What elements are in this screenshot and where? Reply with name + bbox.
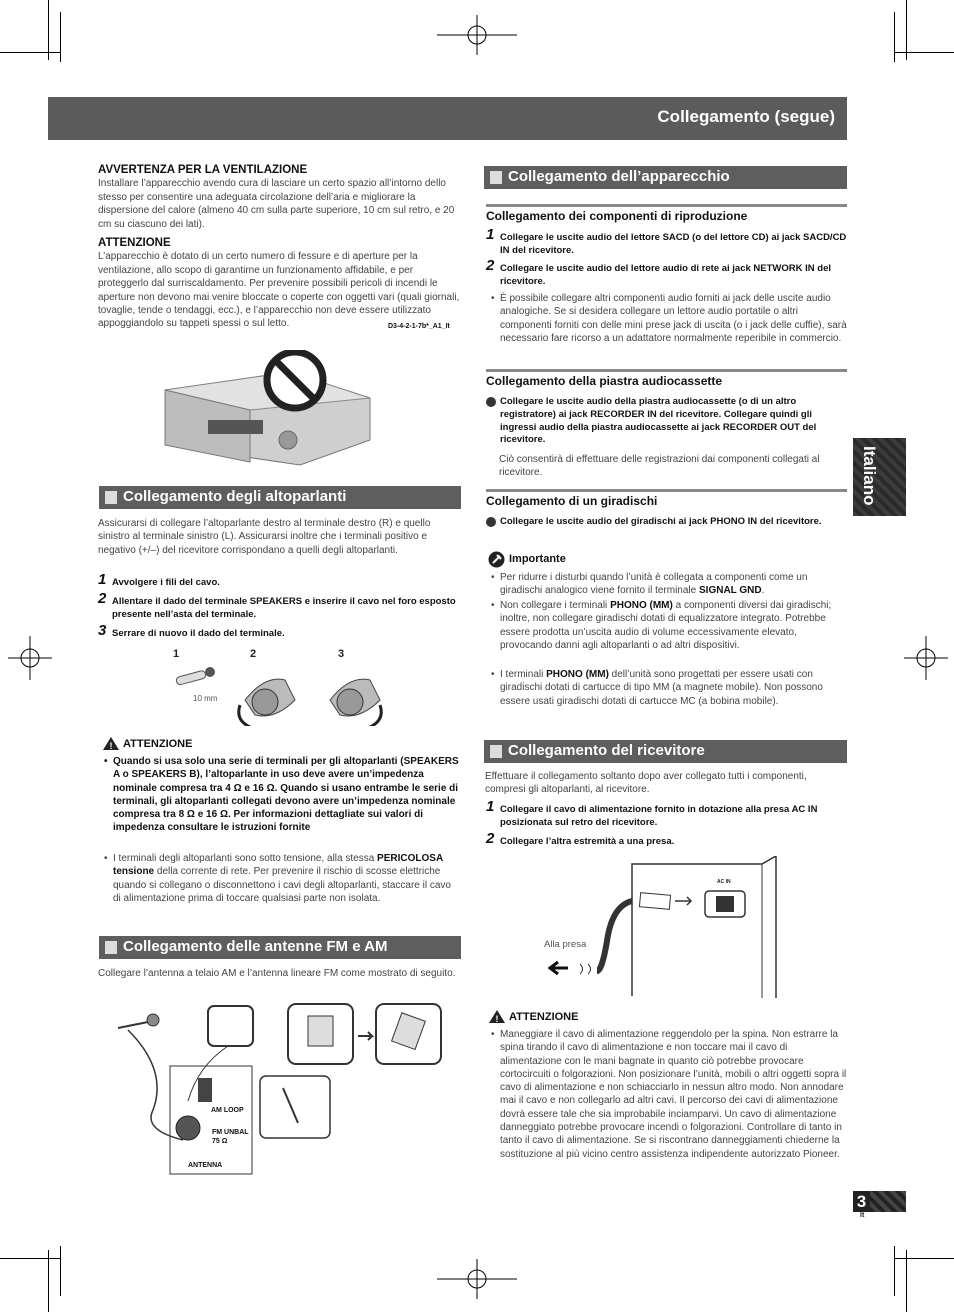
speakers-attention-title: ATTENZIONE [123, 738, 193, 750]
svg-text:!: ! [495, 1014, 499, 1024]
alla-presa-label: Alla presa [544, 939, 587, 950]
section-device [484, 166, 847, 189]
warning-icon [488, 1009, 506, 1024]
crop-mark [894, 1246, 895, 1296]
step-text: Allentare il dado del terminale SPEAKERS e inserire il cavo nel foro esposto presente nell’asta del terminale. [112, 596, 456, 620]
receiver-intro: Effettuare il collegamento soltanto dopo aver collegato tutti i componenti, compresi gli altoparlanti, al ricevitore. [485, 771, 807, 796]
crop-mark [0, 52, 60, 53]
section-speakers [99, 486, 461, 509]
step-text: Collegare le uscite audio del lettore audio di rete ai jack NETWORK IN del ricevitore. [500, 263, 831, 287]
sub-playback: Collegamento dei componenti di riproduzione [486, 204, 847, 223]
section-speakers-title: Collegamento degli altoparlanti [123, 488, 347, 505]
antenna-figure [108, 998, 458, 1176]
speaker-terminal-figure [170, 660, 390, 726]
step-number: 1 [486, 226, 495, 243]
text: Non collegare i terminali [500, 600, 611, 611]
speakers-step-3 [98, 622, 460, 641]
speakers-attention-bullet-2 [99, 852, 461, 905]
important-bullet-3 [486, 668, 847, 708]
receiver-step-1 [486, 798, 847, 830]
speakers-step-1 [98, 571, 460, 590]
language-tab-label: Italiano [860, 446, 879, 506]
fig-label-3: 3 [338, 648, 345, 660]
text: I terminali degli altoparlanti sono sotto tensione, alla stessa [113, 853, 378, 864]
cassette-note: Ciò consentirà di effettuare delle registrazioni dai componenti collegati al ricevitore. [499, 454, 820, 479]
important-title: Importante [509, 553, 566, 565]
section-marker [490, 745, 502, 758]
crop-mark [60, 12, 61, 62]
page-lang: It [860, 1212, 865, 1219]
step-text: Serrare di nuovo il dado del terminale. [112, 628, 285, 639]
section-receiver [484, 740, 847, 763]
ventilation-attention-title: ATTENZIONE [98, 237, 171, 250]
sub-turntable: Collegamento di un giradischi [486, 489, 847, 508]
important-icon [488, 551, 505, 568]
fig-label-1: 1 [173, 648, 180, 660]
registration-mark [437, 1259, 517, 1299]
antenna-label-am: AM LOOP [211, 1107, 244, 1114]
warning-icon [102, 736, 120, 751]
ventilation-text: Installare l’apparecchio avendo cura di lasciare un certo spazio all’intorno dello stesso per consentire una adeguata circolazione dell’aria e migliorare la dispersione del calore (almeno 40 cm sulla parte superiore, 10 cm sul retro, e 20 cm su ciascuno dei lati). [98, 178, 455, 230]
svg-text:!: ! [109, 741, 113, 751]
text: I terminali [500, 669, 547, 680]
turntable-step [486, 516, 847, 529]
crop-mark [894, 12, 895, 62]
text: . [761, 585, 765, 597]
step-number: 2 [98, 590, 107, 607]
step-number: 2 [486, 830, 495, 847]
device-step-1 [486, 226, 847, 258]
speakers-intro: Assicurarsi di collegare l’altoparlante destro al terminale destro (R) e quello sinistro al terminale sinistro (L). Assicurarsi inoltre che i terminali positivo e negativo (+/–) del ricevitore corrispondano a quelli degli altoparlanti. [98, 518, 431, 556]
section-antennas [99, 936, 461, 959]
text-bold: PHONO (MM) [546, 669, 609, 680]
antenna-label-antenna: ANTENNA [188, 1162, 223, 1169]
page-number: 3 [853, 1191, 870, 1212]
step-text: Collegare il cavo di alimentazione fornito in dotazione alla presa AC IN posizionata sul retro del ricevitore. [500, 804, 818, 828]
section-receiver-title: Collegamento del ricevitore [508, 742, 705, 759]
crop-mark [48, 0, 49, 60]
language-tab [853, 438, 906, 516]
step-number: 1 [486, 798, 495, 815]
step-text: Collegare le uscite audio del giradischi ai jack PHONO IN del ricevitore. [500, 516, 822, 527]
crop-mark [48, 1250, 49, 1312]
page-number-tab [853, 1191, 906, 1212]
important-bullet-2 [486, 599, 847, 652]
text-bold: PERICOLOSA tensione [113, 853, 443, 878]
cassette-step [486, 396, 847, 447]
section-device-title: Collegamento dell’apparecchio [508, 168, 730, 185]
section-marker [105, 941, 117, 954]
bullet-dot [486, 397, 496, 407]
receiver-step-2 [486, 830, 847, 849]
power-cord-figure [540, 856, 780, 998]
text-bold: SIGNAL GND [699, 585, 762, 597]
device-step-2 [486, 257, 847, 289]
text-bold: PHONO (MM) [610, 600, 673, 611]
header-bar [48, 97, 847, 140]
speakers-attention-bullet-1: • Quando si usa solo una serie di terminali per gli altoparlanti (SPEAKERS A o SPEAKERS B), l’altoparlante in uso deve avere un’impedenza nominale compresa tra 4 Ω e 16 Ω. Quando si usano entrambe le serie di terminali, gli altoparlanti collegati devono avere un’impedenza nominale compresa tra 8 Ω e 16 Ω. Per informazioni dettagliate sui valori di impedenza consultare le istruzioni fornite [99, 755, 461, 835]
receiver-no-cover-figure [160, 350, 380, 470]
text: della corrente di rete. Per prevenire il rischio di scosse elettriche quando si collegano o disconnettono i cavi degli altoparlanti, staccare il cavo di alimentazione prima di toccare qualsiasi parte non isolata. [113, 866, 451, 904]
step-number: 2 [486, 257, 495, 274]
text: dell’unità sono progettati per essere usati con giradischi dotati di cartucce di tipo MM (a magnete mobile). Non possono essere usati giradischi dotati di cartucce MC (a bobina mobile). [500, 669, 823, 707]
registration-mark [437, 15, 517, 55]
page-title: Collegamento (segue) [657, 107, 835, 126]
important-bullet-1 [486, 571, 847, 598]
device-bullet: • È possibile collegare altri componenti audio forniti ai jack delle uscite audio analogiche. Se si desidera collegare un lettore audio portatile o altri componenti forniti con delle mini prese jack di uscita (o i jack delle cuffie), sarà necessario fare ricorso a un adattatore normalmente reperibile in commercio. [486, 292, 847, 345]
step-text: Avvolgere i fili del cavo. [112, 577, 220, 588]
crop-mark [894, 1258, 954, 1259]
ventilation-attention-text: L’apparecchio è dotato di un certo numero di fessure e di aperture per la ventilazione, allo scopo di garantirne un funzionamento affidabile, e per proteggerlo dal surriscaldamento. Per prevenire possibili pericoli di incendi le aperture non devono mai venire bloccate o coperte con oggetti vari (quali giornali, tovaglie, tende o tendaggi, ecc.), e l’apparecchio non deve essere utilizzato appoggiandolo su tappeti spessi o sul letto. [98, 251, 460, 330]
text: a componenti diversi dai giradischi; inoltre, non collegare giradischi dotati di equalizzatore integrato. Potrebbe essere prodotta un’uscita audio di volume eccessivamente elevato, provocando danni agli altoparlanti o ad altri dispositivi. [500, 600, 832, 651]
ventilation-title: AVVERTENZA PER LA VENTILAZIONE [98, 164, 308, 176]
ventilation-block [98, 164, 460, 331]
crop-mark [906, 0, 907, 60]
antennas-intro: Collegare l’antenna a telaio AM e l’antenna lineare FM come mostrato di seguito. [98, 968, 456, 979]
step-text: Collegare le uscite audio del lettore SACD (o del lettore CD) ai jack SACD/CD IN del ricevitore. [500, 232, 847, 256]
text: Per ridurre i disturbi quando l’unità è collegata a componenti come un giradischi analogico viene fornito il terminale [500, 572, 808, 597]
crop-mark [60, 1246, 61, 1296]
crop-mark [894, 52, 954, 53]
section-marker [490, 171, 502, 184]
registration-mark [8, 636, 52, 680]
crop-mark [906, 1250, 907, 1312]
doc-code: D3-4-2-1-7b*_A1_It [388, 323, 450, 330]
antenna-label-fm: FM UNBAL 75 Ω [212, 1129, 249, 1145]
sub-cassette: Collegamento della piastra audiocassette [486, 369, 847, 388]
step-number: 3 [98, 622, 107, 639]
ac-in-label: AC IN [717, 879, 731, 885]
receiver-attention-text: • Maneggiare il cavo di alimentazione reggendolo per la spina. Non estrarre la spina tirando il cavo di alimentazione e non toccare mai il cavo di alimentazione con le mani bagnate in quanto ciò potrebbe provocare cortocircuiti o folgorazioni. Non posizionare l’unità, mobili o altri oggetti sopra il cavo di alimentazione e non schiacciarlo in nessun altro modo. Non annodare mai il cavo e non collegarlo ad altri cavi. Il percorso dei cavi di alimentazione dovrà essere tale che sia improbabile inciamparvi. Un cavo di alimentazione danneggiato potrebbe provocare incendi o folgorazioni. Controllare di tanto in tanto il cavo di alimentazione. Se si riscontrano danneggiamenti chiederne la sostituzione al più vicino centro assistenza indipendente autorizzato Pioneer. [486, 1028, 847, 1161]
registration-mark [904, 636, 948, 680]
section-antennas-title: Collegamento delle antenne FM e AM [123, 938, 388, 955]
step-number: 1 [98, 571, 107, 588]
step-text: Collegare l’altra estremità a una presa. [500, 836, 675, 847]
fig-label-2: 2 [250, 648, 257, 660]
receiver-attention-title: ATTENZIONE [509, 1011, 579, 1023]
fig-mm-label: 10 mm [193, 694, 218, 703]
step-text: Collegare le uscite audio della piastra audiocassette (o di un altro registratore) ai jack RECORDER IN del ricevitore. Collegare quindi gli ingressi audio della piastra audiocassette ai jack RECORDER OUT del ricevitore. [500, 396, 817, 446]
section-marker [105, 491, 117, 504]
crop-mark [0, 1258, 60, 1259]
bullet-dot [486, 517, 496, 527]
speakers-step-2 [98, 590, 460, 622]
